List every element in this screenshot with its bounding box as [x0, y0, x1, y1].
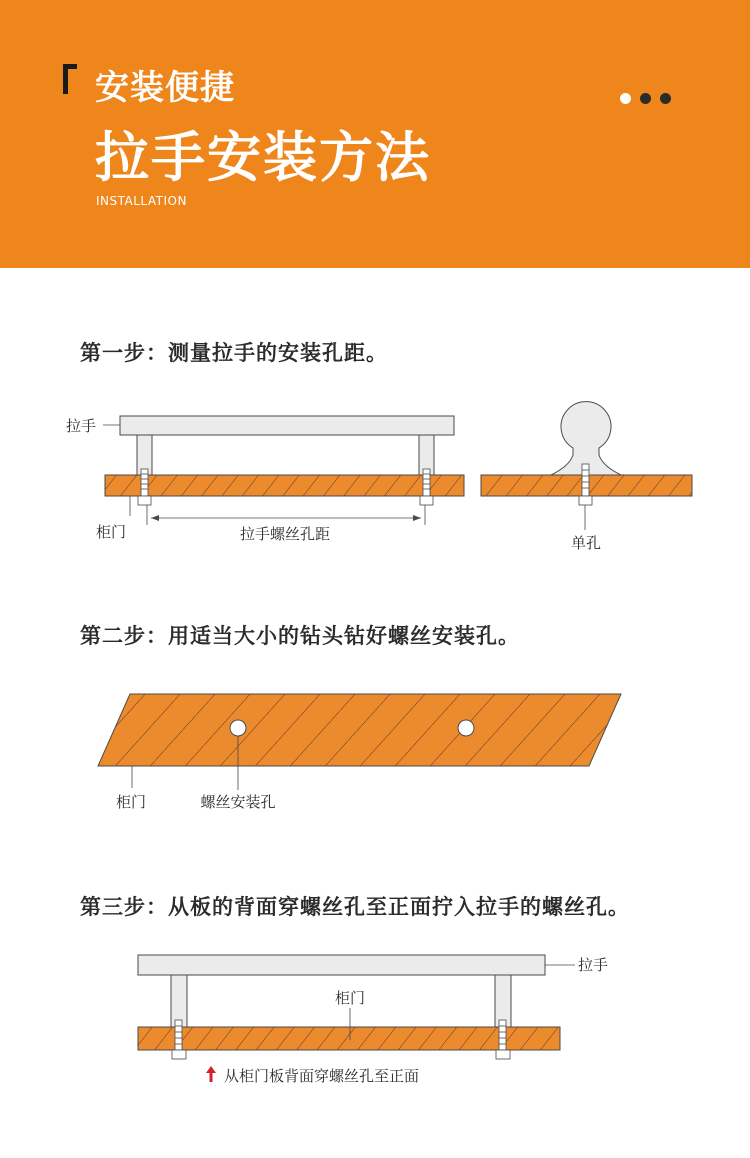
dot-icon — [620, 93, 631, 104]
door-board — [105, 475, 464, 496]
single-hole-label: 单孔 — [570, 534, 602, 552]
handle-label: 拉手 — [578, 956, 609, 974]
screw-hole-right — [458, 720, 474, 736]
english-title: INSTALLATION — [96, 194, 187, 208]
door-board — [138, 1027, 560, 1050]
header-subtitle: 安装便捷 — [95, 68, 235, 108]
dot-icon — [640, 93, 651, 104]
handle-bar — [138, 955, 545, 975]
decorative-dots — [620, 93, 676, 105]
step-3-diagram — [0, 945, 750, 1090]
door-panel-perspective — [98, 694, 621, 766]
up-arrow-icon — [206, 1066, 216, 1082]
door-label: 柜门 — [96, 523, 127, 541]
door-label: 柜门 — [334, 989, 366, 1007]
step-2-heading: 第二步：用适当大小的钻头钻好螺丝安装孔。 — [80, 624, 520, 648]
screw-hole-left — [230, 720, 246, 736]
note-label: 从柜门板背面穿螺丝孔至正面 — [224, 1067, 420, 1085]
step-1-diagram — [0, 395, 750, 565]
hole-distance-label: 拉手螺丝孔距 — [239, 525, 331, 543]
screw-hole-label: 螺丝安装孔 — [200, 793, 276, 811]
handle-bar — [120, 416, 454, 435]
handle-leg-left — [171, 975, 187, 1027]
step-3-heading: 第三步：从板的背面穿螺丝孔至正面拧入拉手的螺丝孔。 — [80, 895, 630, 919]
step-1-heading: 第一步：测量拉手的安装孔距。 — [80, 341, 388, 365]
corner-bracket-icon — [63, 64, 72, 96]
dot-icon — [660, 93, 671, 104]
handle-leg-right — [495, 975, 511, 1027]
hole-distance-dimension — [147, 505, 425, 525]
header-banner — [0, 0, 750, 268]
page-title: 拉手安装方法 — [95, 126, 431, 189]
handle-label: 拉手 — [66, 417, 97, 435]
door-label: 柜门 — [116, 793, 147, 811]
step-2-diagram — [0, 685, 750, 815]
